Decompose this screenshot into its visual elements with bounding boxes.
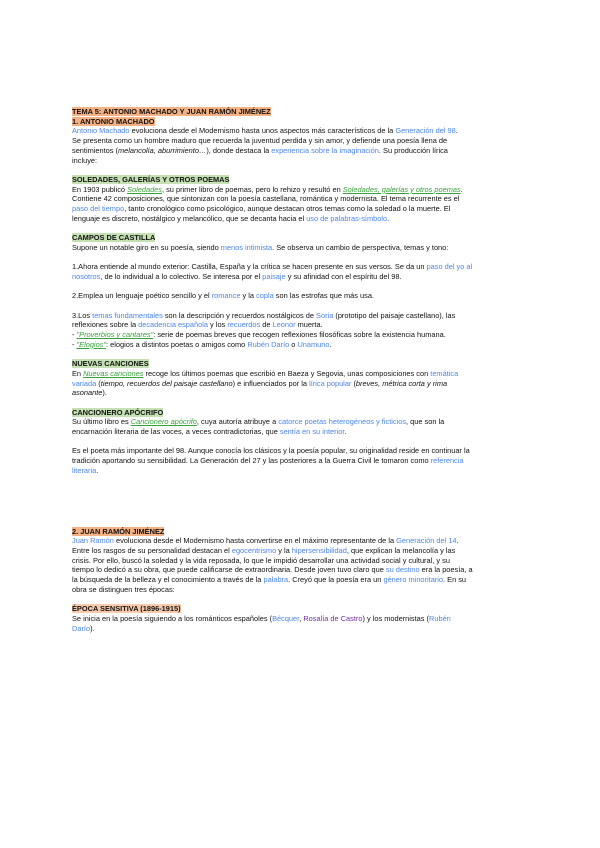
emphasis-text: breves, métrica corta y rima asonante <box>72 378 448 398</box>
body-text: Se presenta como un hombre maduro que recuerda la juventud perdida y sin amor, y defiende una poesía llena de sentimientos ( <box>72 136 448 155</box>
body-text: , <box>299 613 304 623</box>
body-text: y los <box>208 320 228 330</box>
emphasis-text: referencia literaria <box>72 456 464 475</box>
body-text: : serie de poemas breves que recogen reflexiones filosóficas sobre la existencia humana. <box>153 330 446 340</box>
machado-intro-2 <box>72 136 474 165</box>
emphasis-text: Rosalía de Castro <box>303 613 363 623</box>
body-text: . Su producción lírica incluye: <box>72 145 448 165</box>
body-text: y su afinidad con el espíritu del 98. <box>285 271 402 281</box>
body-text: En 1903 publicó <box>72 184 128 194</box>
jrj-intro <box>72 536 474 546</box>
body-text: En <box>72 368 84 378</box>
sensitiva-heading: ÉPOCA SENSITIVA (1896-1915) <box>72 604 181 614</box>
emphasis-text: uso de palabras-símbolo <box>306 213 388 223</box>
emphasis-text: paso del yo al nosotros <box>72 262 473 281</box>
body-text: evoluciona desde el Modernismo hasta convertirse en el máximo representante de la <box>113 536 397 546</box>
emphasis-text: Nuevas canciones <box>83 368 144 378</box>
body-text: 2.Emplea un lenguaje poético sencillo y el <box>72 291 212 301</box>
body-text: y la <box>276 546 292 555</box>
body-text: Supone un notable giro en su poesía, siendo <box>72 242 221 252</box>
campos-point-2 <box>72 291 474 301</box>
machado-conclusion <box>72 446 474 475</box>
emphasis-text: Generación del 98 <box>395 126 456 136</box>
emphasis-text: melancolía, aburrimiento… <box>118 145 207 155</box>
emphasis-text: paso del tiempo <box>72 204 125 214</box>
emphasis-text: Soledades, galerías y otros poemas <box>342 184 461 194</box>
body-text: recoge los últimos poemas que escribió en Baeza y Segovia, unas composiciones con <box>143 368 431 378</box>
emphasis-text: "Elogios" <box>76 339 107 349</box>
body-text: . <box>387 213 390 223</box>
emphasis-text: Antonio Machado <box>72 126 130 136</box>
jrj-heading: 2. JUAN RAMÓN JIMÉNEZ <box>72 526 165 536</box>
emphasis-text: temática variada <box>72 368 459 388</box>
sensitiva-paragraph <box>72 614 474 633</box>
body-text: , tanto cronológico como psicológico, aunque destacan otros temas como la soledad o la muerte. El lenguaje es discreto, nostálgico y melancólico, que se decanta hacia el <box>72 204 451 223</box>
body-text: . <box>96 465 99 475</box>
body-text: Se inicia en la poesía siguiendo a los románticos españoles ( <box>72 613 273 623</box>
emphasis-text: tiempo, recuerdos del paisaje castellano <box>100 378 233 388</box>
body-text: 3.Los <box>72 310 93 320</box>
body-text: Su último libro es <box>72 417 131 427</box>
emphasis-text: catorce poetas heterogéneos y ficticios <box>278 417 407 427</box>
body-text: era la poesía, a la búsqueda de la belleza y el conocimiento a través de la <box>72 565 473 585</box>
emphasis-text: Rubén Darío <box>247 339 290 349</box>
tema-title: TEMA 5: ANTONIO MACHADO Y JUAN RAMÓN JIMÉNEZ <box>72 107 271 116</box>
campos-heading: CAMPOS DE CASTILLA <box>72 233 156 243</box>
apocrifo-paragraph <box>72 417 474 436</box>
emphasis-text: egocentrismo <box>231 546 277 555</box>
body-text: ). <box>90 623 95 633</box>
body-text: . <box>456 536 459 546</box>
emphasis-text: género minoritario <box>383 575 444 585</box>
body-text: , que explican la melancolía y las crisis. Por ello, buscó la soledad y la vida reposada, lo que le impidió desarrollar una actividad social y cultural, y su tiempo lo dedicó a su obra, que puede calificarse de extraordinaria. Desde joven tuvo claro que <box>72 546 456 575</box>
document-content <box>72 107 474 633</box>
campos-proverbios <box>72 330 474 340</box>
body-text: Entre los rasgos de su personalidad destacan el <box>72 546 232 555</box>
body-text: , cuya autoría atribuye a <box>196 417 279 427</box>
body-text: (prototipo del paisaje castellano), las reflexiones sobre la <box>72 310 456 330</box>
body-text: ). <box>102 388 107 398</box>
apocrifo-heading: CANCIONERO APÓCRIFO <box>72 407 164 417</box>
emphasis-text: lírica popular <box>309 378 352 388</box>
body-text: ) e influenciados por la <box>232 378 310 388</box>
body-text: muerta. <box>295 320 323 330</box>
body-text: . <box>455 126 458 136</box>
campos-elogios <box>72 340 474 350</box>
emphasis-text: Unamuno <box>297 339 330 349</box>
emphasis-text: Cancionero apócrifo <box>130 417 197 427</box>
emphasis-text: experiencia sobre la imaginación <box>271 145 379 155</box>
body-text: , de lo individual a lo colectivo. Se interesa por el <box>100 271 263 281</box>
body-text: ), donde destaca la <box>206 145 272 155</box>
emphasis-text: "Proverbios y cantares" <box>76 330 154 340</box>
body-text: . Contiene 42 composiciones, que sintonizan con la poesía castellana, romántica y modernista. El tema recurrente es el <box>72 184 463 204</box>
emphasis-text: temas fundamentales <box>92 310 163 320</box>
emphasis-text: Juan Ramón <box>72 536 114 546</box>
emphasis-text: Rubén Darío <box>72 613 451 633</box>
nuevas-heading: NUEVAS CANCIONES <box>72 359 149 369</box>
emphasis-text: paisaje <box>262 271 286 281</box>
body-text: . <box>329 339 332 349</box>
machado-intro <box>72 126 474 136</box>
body-text: Es el poeta más importante del 98. Aunque conocía los clásicos y la poesía popular, su originalidad reside en continuar la tradición aportando su sensibilidad. La Generación del 27 y las posteriores a la Guerra Civil le tomaron como <box>72 446 470 466</box>
emphasis-text: Generación del 14 <box>396 536 457 546</box>
body-text: . Creyó que la poesía era un <box>288 575 384 585</box>
emphasis-text: menos intimista <box>220 242 273 252</box>
body-text: : elogios a distintos poetas o amigos como <box>106 339 248 349</box>
body-text: - <box>72 339 77 349</box>
body-text: - <box>72 330 77 340</box>
body-text: o <box>289 339 298 349</box>
emphasis-text: decadencia española <box>138 320 208 330</box>
body-text: . En su obra se distinguen tres épocas: <box>72 575 467 594</box>
emphasis-text: su destino <box>385 565 420 575</box>
soledades-heading: SOLEDADES, GALERÍAS Y OTROS POEMAS <box>72 174 230 184</box>
soledades-paragraph <box>72 185 474 224</box>
campos-intro <box>72 243 474 253</box>
body-text: . Se observa un cambio de perspectiva, temas y tono: <box>272 242 449 252</box>
jrj-intro-2 <box>72 546 474 595</box>
campos-point-3 <box>72 311 474 330</box>
body-text: 1.Ahora entiende al mundo exterior: Castilla, España y la crítica se hacen presente en sus versos. Se da un <box>72 262 427 272</box>
body-text: , su primer libro de poemas, pero lo rehizo y resultó en <box>162 184 343 194</box>
emphasis-text: copla <box>256 291 274 301</box>
body-text: , que son la encarnación literaria de las voces, a veces contradictorias, que <box>72 417 445 437</box>
emphasis-text: romance <box>211 291 241 301</box>
body-text: de <box>260 320 273 330</box>
nuevas-paragraph <box>72 369 474 398</box>
body-text: son la descripción y recuerdos nostálgicos de <box>162 310 317 320</box>
emphasis-text: Leonor <box>272 320 296 330</box>
emphasis-text: Soria <box>316 310 334 320</box>
body-text: ( <box>96 378 101 388</box>
body-text: son las estrofas que más usa. <box>273 291 374 301</box>
emphasis-text: Soledades <box>127 184 162 194</box>
body-text: . <box>344 427 347 437</box>
emphasis-text: Bécquer <box>272 613 300 623</box>
body-text: ( <box>351 378 356 388</box>
emphasis-text: hipersensibilidad <box>291 546 347 555</box>
machado-heading: 1. ANTONIO MACHADO <box>72 116 155 126</box>
emphasis-text: recuerdos <box>227 320 261 330</box>
body-text: evoluciona desde el Modernismo hasta unos aspectos más característicos de la <box>129 126 396 136</box>
emphasis-text: palabra <box>263 575 289 585</box>
campos-point-1 <box>72 262 474 281</box>
emphasis-text: sentía en su interior <box>279 427 345 437</box>
body-text: ) y los modernistas ( <box>362 613 430 623</box>
body-text: y la <box>240 291 257 301</box>
